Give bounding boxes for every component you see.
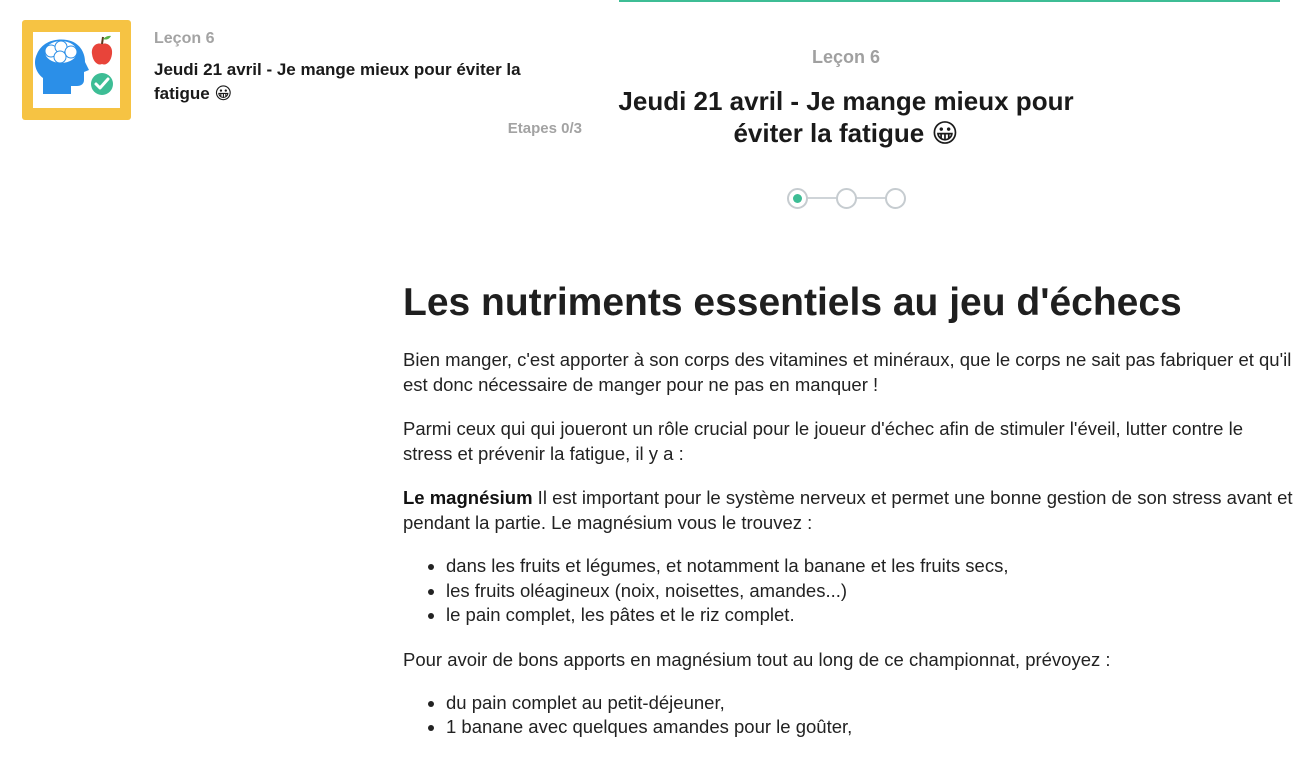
magnesium-plan-list: [403, 691, 1293, 740]
step-connector: [807, 197, 838, 199]
magnesium-text: Il est important pour le système nerveux et permet une bonne gestion de son stress avant et pendant la partie. Le magnésium vous le trouvez :: [403, 487, 1293, 533]
lesson-card-kicker: Leçon 6: [154, 30, 215, 47]
list-item: • le pain complet, les pâtes et le riz complet.: [446, 603, 1293, 628]
lesson-card-title-text: Jeudi 21 avril - Je mange mieux pour éviter la fatigue: [154, 60, 521, 103]
sidebar-lesson-card[interactable]: [0, 0, 600, 160]
list-item: • du pain complet au petit-déjeuner,: [446, 691, 1293, 716]
article-paragraph: Pour avoir de bons apports en magnésium tout au long de ce championnat, prévoyez :: [403, 648, 1111, 670]
lesson-card-steps: Etapes 0/3: [507, 120, 582, 137]
article-paragraph: Parmi ceux qui qui joueront un rôle crucial pour le joueur d'échec afin de stimuler l'éveil, lutter contre le stress et prévenir la fatigue, il y a :: [403, 418, 1243, 464]
magnesium-label: Le magnésium: [403, 487, 533, 508]
thumbnail-canvas: [33, 32, 120, 108]
grinning-face-emoji: 😀: [214, 84, 233, 104]
grinning-face-emoji: 😀: [931, 119, 959, 149]
lesson-title-text: Jeudi 21 avril - Je mange mieux pour éviter la fatigue: [618, 86, 1074, 148]
article-heading: Les nutriments essentiels au jeu d'échecs: [403, 281, 1182, 324]
lesson-thumbnail-illustration: [33, 32, 120, 108]
head-brain-icon: [35, 40, 89, 94]
list-item: • 1 banane avec quelques amandes pour le goûter,: [446, 715, 1293, 740]
lesson-kicker: Leçon 6: [811, 47, 881, 67]
checkmark-icon: [91, 73, 113, 95]
magnesium-sources-list: [403, 554, 1293, 628]
step-2-dot[interactable]: [836, 188, 857, 209]
step-connector: [856, 197, 887, 199]
lesson-article: [403, 278, 1293, 759]
lesson-title: [610, 85, 1082, 150]
lesson-card-title: [154, 58, 574, 106]
article-paragraph: Bien manger, c'est apporter à son corps des vitamines et minéraux, que le corps ne sait pas fabriquer et qu'il est donc nécessaire de manger pour ne pas en manquer !: [403, 349, 1292, 395]
apple-icon: [92, 36, 112, 65]
lesson-thumbnail: [22, 20, 131, 120]
magnesium-paragraph: [403, 485, 1293, 535]
step-3-dot[interactable]: [885, 188, 906, 209]
step-1-dot[interactable]: [787, 188, 808, 209]
list-item: • dans les fruits et légumes, et notamment la banane et les fruits secs,: [446, 554, 1293, 579]
list-item: • les fruits oléagineux (noix, noisettes, amandes...): [446, 579, 1293, 604]
progress-top-line: [619, 0, 1280, 2]
step-active-indicator: [793, 194, 802, 203]
step-progress: [786, 186, 908, 210]
